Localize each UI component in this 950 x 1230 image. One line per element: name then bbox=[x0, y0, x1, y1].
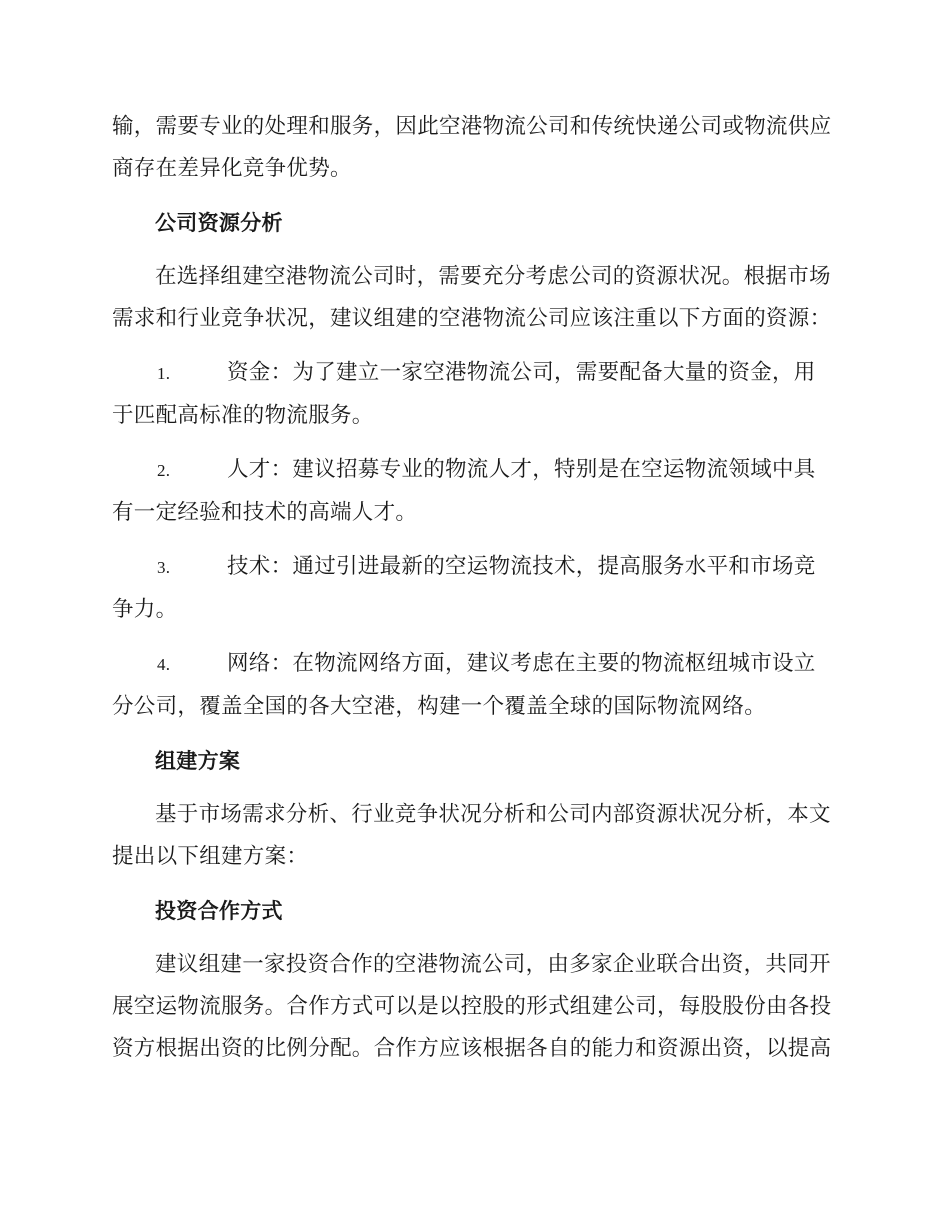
list-item-text: 资金：为了建立一家空港物流公司，需要配备大量的资金，用于匹配高标准的物流服务。 bbox=[112, 360, 816, 428]
list-item-number: 1. bbox=[157, 364, 171, 383]
list-item bbox=[112, 449, 832, 534]
list-item bbox=[112, 643, 832, 728]
investment-paragraph: 建议组建一家投资合作的空港物流公司，由多家企业联合出资，共同开展空运物流服务。合作方式可以是以控股的形式组建公司，每股股份由各投资方根据出资的比例分配。合作方应该根据各自的能力和资源出资，以提高 bbox=[112, 952, 832, 1061]
resources-paragraph: 在选择组建空港物流公司时，需要充分考虑公司的资源状况。根据市场需求和行业竞争状况，建议组建的空港物流公司应该注重以下方面的资源： bbox=[112, 264, 832, 331]
list-item-number: 4. bbox=[157, 655, 171, 674]
plan-paragraph: 基于市场需求分析、行业竞争状况分析和公司内部资源状况分析，本文提出以下组建方案： bbox=[112, 802, 831, 869]
section-heading-investment: 投资合作方式 bbox=[155, 899, 283, 923]
list-item-number: 2. bbox=[157, 461, 171, 480]
document-body bbox=[112, 106, 832, 1070]
list-item bbox=[112, 352, 832, 437]
resources-list bbox=[112, 352, 832, 728]
list-item-text: 人才：建议招募专业的物流人才，特别是在空运物流领域中具有一定经验和技术的高端人才。 bbox=[112, 457, 816, 525]
list-item-text: 技术：通过引进最新的空运物流技术，提高服务水平和市场竞争力。 bbox=[112, 554, 816, 622]
section-heading-resources: 公司资源分析 bbox=[155, 211, 283, 235]
list-item bbox=[112, 546, 832, 631]
intro-continuation-paragraph: 输，需要专业的处理和服务，因此空港物流公司和传统快递公司或物流供应商存在差异化竞争优势。 bbox=[112, 114, 832, 181]
list-item-text: 网络：在物流网络方面，建议考虑在主要的物流枢纽城市设立分公司，覆盖全国的各大空港，构建一个覆盖全球的国际物流网络。 bbox=[112, 651, 816, 719]
list-item-number: 3. bbox=[157, 558, 171, 577]
section-heading-plan: 组建方案 bbox=[155, 749, 241, 773]
